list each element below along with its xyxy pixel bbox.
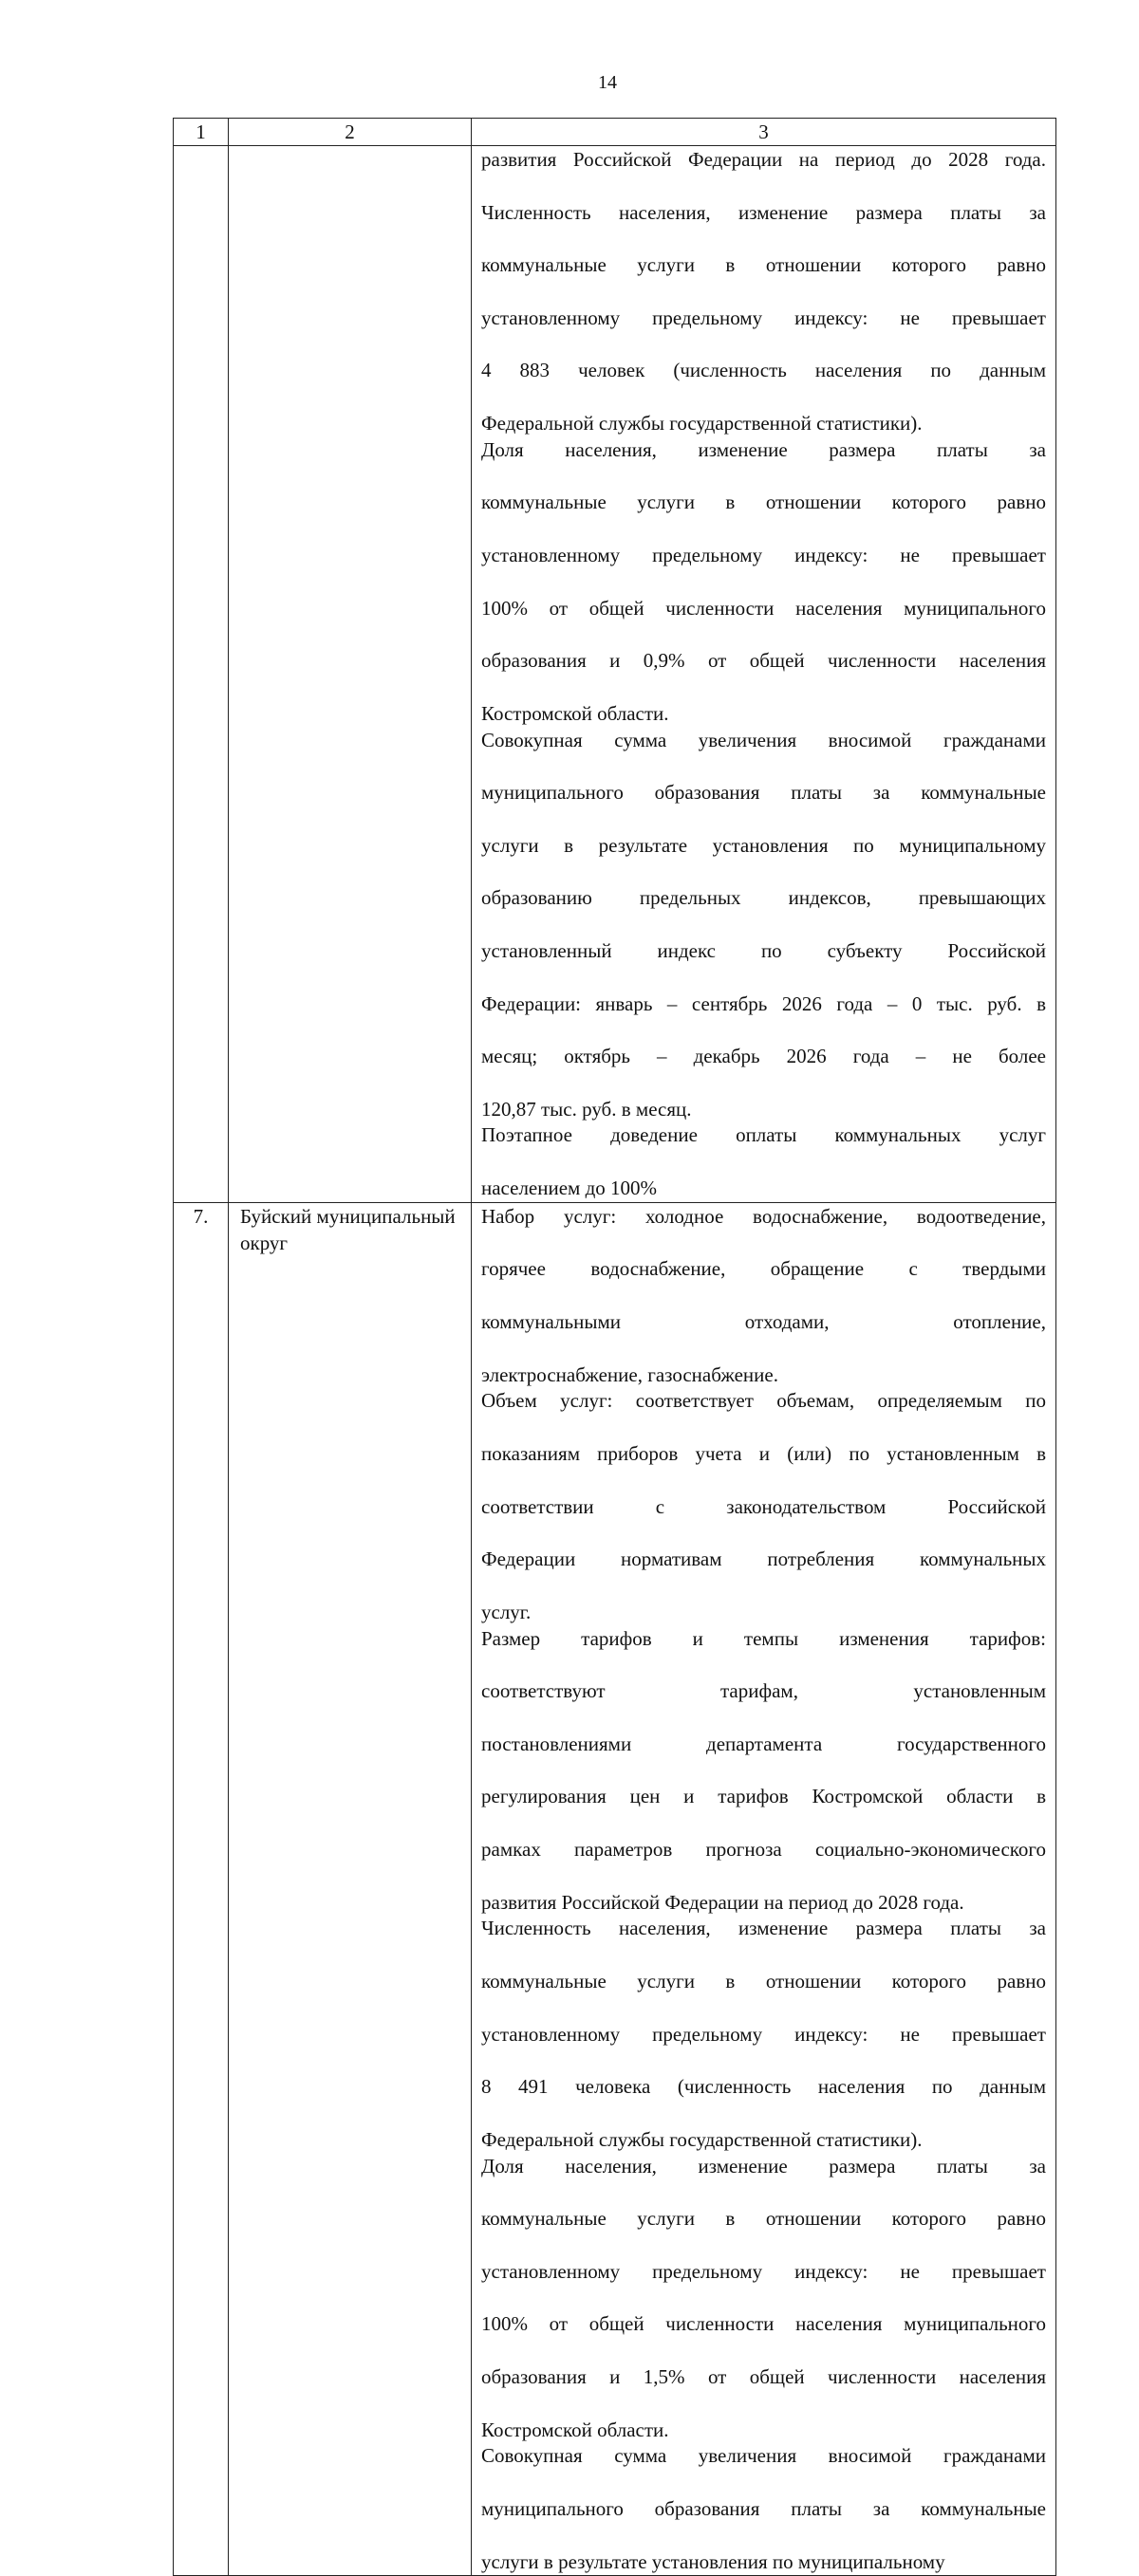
- description-line: Федерации: январь – сентябрь 2026 года – 0 тыс. руб. в: [481, 991, 1046, 1015]
- description-line: установленному предельному индексу: не превышает: [481, 306, 1046, 329]
- description-line: рамках параметров прогноза социально-экономического: [481, 1838, 1046, 1861]
- description-line: Костромской области.: [481, 2418, 669, 2441]
- description-line: установленный индекс по субъекту Российской: [481, 938, 1046, 962]
- description-line: электроснабжение, газоснабжение.: [481, 1362, 778, 1386]
- row-description: [472, 146, 1056, 1203]
- row-description: [472, 1202, 1056, 2575]
- description-line: Федеральной службы государственной статистики).: [481, 2127, 923, 2151]
- table-row: [174, 1202, 1056, 2575]
- page-number: 14: [598, 72, 617, 93]
- description-line: установленному предельному индексу: не превышает: [481, 2022, 1046, 2046]
- description-line: регулирования цен и тарифов Костромской области в: [481, 1785, 1046, 1808]
- description-line: коммунальные услуги в отношении которого равно: [481, 491, 1046, 514]
- description-line: Объем услуг: соответствует объемам, определяемым по: [481, 1389, 1046, 1413]
- description-line: горячее водоснабжение, обращение с твердыми: [481, 1257, 1046, 1281]
- description-line: услуг.: [481, 1600, 532, 1623]
- description-line: постановлениями департамента государственного: [481, 1732, 1046, 1755]
- column-header-3: 3: [472, 119, 1056, 146]
- description-line: развития Российской Федерации на период до 2028 года.: [481, 1890, 964, 1914]
- description-line: муниципального образования платы за коммунальные: [481, 2496, 1046, 2520]
- description-line: месяц; октябрь – декабрь 2026 года – не более: [481, 1045, 1046, 1068]
- description-line: услуги в результате установления по муниципальному: [481, 2549, 945, 2573]
- municipality-name: Буйский муниципальный округ: [229, 1202, 472, 2575]
- row-number: 7.: [174, 1202, 229, 2575]
- column-header-1: 1: [174, 119, 229, 146]
- description-line: образования и 1,5% от общей численности населения: [481, 2364, 1046, 2388]
- description-line: соответствии с законодательством Российской: [481, 1494, 1046, 1518]
- description-line: 100% от общей численности населения муниципального: [481, 596, 1046, 620]
- description-line: установленному предельному индексу: не превышает: [481, 543, 1046, 566]
- description-line: 120,87 тыс. руб. в месяц.: [481, 1097, 692, 1121]
- description-line: Размер тарифов и темпы изменения тарифов:: [481, 1626, 1046, 1650]
- description-line: Поэтапное доведение оплаты коммунальных услуг: [481, 1123, 1046, 1147]
- description-line: Совокупная сумма увеличения вносимой гражданами: [481, 728, 1046, 751]
- description-line: Федеральной службы государственной статистики).: [481, 411, 923, 435]
- description-line: образования и 0,9% от общей численности населения: [481, 649, 1046, 673]
- description-line: коммунальными отходами, отопление,: [481, 1310, 1046, 1334]
- description-line: Численность населения, изменение размера платы за: [481, 200, 1046, 224]
- description-line: населением до 100%: [481, 1177, 658, 1200]
- description-line: коммунальные услуги в отношении которого равно: [481, 2207, 1046, 2231]
- column-header-2: 2: [229, 119, 472, 146]
- description-line: услуги в результате установления по муниципальному: [481, 833, 1046, 857]
- description-line: развития Российской Федерации на период до 2028 года.: [481, 148, 1046, 171]
- description-line: 4 883 человек (численность населения по данным: [481, 359, 1046, 382]
- regulation-table: [173, 118, 1056, 2576]
- row-number: [174, 146, 229, 1203]
- description-line: Доля населения, изменение размера платы за: [481, 2154, 1046, 2178]
- description-line: коммунальные услуги в отношении которого равно: [481, 253, 1046, 277]
- description-line: установленному предельному индексу: не превышает: [481, 2259, 1046, 2283]
- description-line: Костромской области.: [481, 701, 669, 725]
- description-line: Федерации нормативам потребления коммунальных: [481, 1547, 1046, 1571]
- description-line: Доля населения, изменение размера платы за: [481, 437, 1046, 461]
- description-line: 8 491 человека (численность населения по данным: [481, 2075, 1046, 2099]
- description-line: Совокупная сумма увеличения вносимой гражданами: [481, 2444, 1046, 2468]
- description-line: Набор услуг: холодное водоснабжение, водоотведение,: [481, 1204, 1046, 1228]
- description-line: коммунальные услуги в отношении которого равно: [481, 1969, 1046, 1992]
- description-line: показаниям приборов учета и (или) по установленным в: [481, 1442, 1046, 1466]
- description-line: образованию предельных индексов, превышающих: [481, 886, 1046, 910]
- description-line: муниципального образования платы за коммунальные: [481, 781, 1046, 805]
- description-line: Численность населения, изменение размера платы за: [481, 1917, 1046, 1940]
- municipality-name: [229, 146, 472, 1203]
- table-row: [174, 146, 1056, 1203]
- description-line: 100% от общей численности населения муниципального: [481, 2312, 1046, 2336]
- header-row: [174, 119, 1056, 146]
- description-line: соответствуют тарифам, установленным: [481, 1679, 1046, 1703]
